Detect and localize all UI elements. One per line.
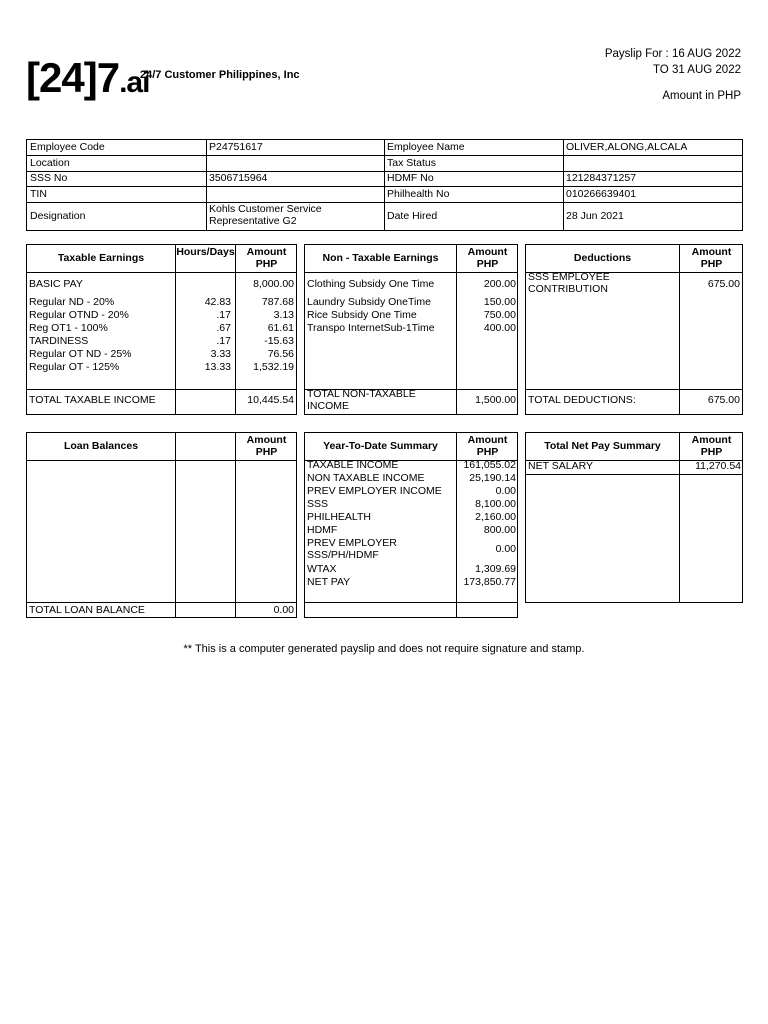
ytd-net-pay-label: NET PAY	[307, 576, 351, 588]
loan-amount-header: Amount PHP	[246, 434, 287, 458]
employee-code-label: Employee Code	[30, 141, 105, 153]
taxable-row: BASIC PAY 8,000.00	[29, 278, 294, 290]
company-name: 24/7 Customer Philippines, Inc	[140, 69, 300, 81]
payslip-footnote: ** This is a computer generated payslip and does not require signature and stamp.	[183, 643, 585, 655]
sss-no-value: 3506715964	[209, 172, 268, 184]
ytd-prev-employer-contrib-label: PREV EMPLOYER SSS/PH/HDMF	[307, 538, 397, 561]
net-salary-label: NET SALARY	[528, 460, 593, 472]
deductions-table	[525, 244, 743, 415]
employee-code-value: P24751617	[209, 141, 263, 153]
ytd-sss-value: 8,100.00	[475, 498, 516, 510]
hours-days-header: Hours/Days	[176, 246, 235, 258]
hdmf-no-label: HDMF No	[387, 172, 434, 184]
total-non-taxable-label: TOTAL NON-TAXABLE INCOME	[307, 389, 416, 412]
logo-suffix: .ai	[119, 66, 150, 99]
employee-info-table	[26, 139, 743, 231]
ytd-non-taxable-value: 25,190.14	[469, 472, 516, 484]
sss-contribution-value: 675.00	[707, 278, 740, 290]
location-label: Location	[30, 157, 70, 169]
total-taxable-income-value: 10,445.54	[247, 394, 294, 406]
taxable-row: Reg OT1 - 100% .67 61.61	[29, 322, 294, 334]
ytd-prev-employer-income-label: PREV EMPLOYER INCOME	[307, 485, 442, 497]
net-pay-summary-table	[525, 432, 743, 603]
designation-value: Kohls Customer Service Representative G2	[209, 204, 322, 227]
taxable-row: Regular OT ND - 25% 3.33 76.56	[29, 348, 294, 360]
ytd-summary-table	[304, 432, 518, 618]
net-pay-amount-header: Amount PHP	[691, 434, 732, 458]
taxable-amount-header: Amount PHP	[246, 246, 287, 270]
ytd-hdmf-label: HDMF	[307, 524, 338, 536]
non-taxable-row: Clothing Subsidy One Time 200.00	[307, 278, 516, 290]
ytd-taxable-income-value: 161,055.02	[463, 459, 516, 471]
total-deductions-value: 675.00	[707, 394, 740, 406]
non-taxable-row: Transpo InternetSub-1Time 400.00	[307, 322, 516, 334]
taxable-row: Regular ND - 20% 42.83 787.68	[29, 296, 294, 308]
ytd-hdmf-value: 800.00	[483, 524, 516, 536]
philhealth-no-value: 010266639401	[566, 188, 637, 200]
tax-status-label: Tax Status	[387, 157, 437, 169]
net-salary-value: 11,270.54	[695, 460, 741, 472]
employee-name-value: OLIVER,ALONG,ALCALA	[566, 141, 688, 153]
non-taxable-earnings-table	[304, 244, 518, 415]
designation-label: Designation	[30, 210, 86, 222]
deductions-amount-header: Amount PHP	[691, 246, 732, 270]
logo-text: [24]7	[26, 54, 120, 101]
taxable-earnings-table	[26, 244, 297, 415]
ytd-sss-label: SSS	[307, 498, 329, 510]
ytd-amount-header: Amount PHP	[467, 434, 508, 458]
payslip-period-from: Payslip For : 16 AUG 2022	[604, 48, 741, 60]
ytd-non-taxable-label: NON TAXABLE INCOME	[307, 472, 425, 484]
ytd-net-pay-value: 173,850.77	[463, 576, 516, 588]
ytd-philhealth-label: PHILHEALTH	[307, 511, 371, 523]
total-loan-balance-label: TOTAL LOAN BALANCE	[29, 604, 145, 616]
ytd-header: Year-To-Date Summary	[323, 440, 438, 452]
taxable-earnings-header: Taxable Earnings	[57, 252, 145, 264]
taxable-row: Regular OTND - 20% .17 3.13	[29, 309, 294, 321]
employee-name-label: Employee Name	[387, 141, 465, 153]
company-logo	[26, 54, 150, 105]
non-taxable-row: Rice Subsidy One Time 750.00	[307, 309, 516, 321]
loan-balances-table	[26, 432, 297, 618]
non-taxable-header: Non - Taxable Earnings	[322, 252, 439, 264]
ytd-wtax-value: 1,309.69	[475, 563, 516, 575]
ytd-wtax-label: WTAX	[307, 563, 337, 575]
sss-no-label: SSS No	[30, 172, 68, 184]
loan-balances-header: Loan Balances	[63, 440, 139, 452]
non-taxable-list	[305, 278, 519, 335]
non-taxable-row: Laundry Subsidy OneTime 150.00	[307, 296, 516, 308]
ytd-philhealth-value: 2,160.00	[475, 511, 516, 523]
currency-note: Amount in PHP	[662, 90, 741, 102]
taxable-row: TARDINESS .17 -15.63	[29, 335, 294, 347]
deductions-header: Deductions	[573, 252, 632, 264]
date-hired-label: Date Hired	[387, 210, 438, 222]
date-hired-value: 28 Jun 2021	[566, 210, 624, 222]
ytd-prev-employer-income-value: 0.00	[495, 485, 516, 497]
payslip-period-to: TO 31 AUG 2022	[652, 64, 741, 76]
philhealth-no-label: Philhealth No	[387, 188, 450, 200]
total-deductions-label: TOTAL DEDUCTIONS:	[528, 394, 636, 406]
total-taxable-income-label: TOTAL TAXABLE INCOME	[29, 394, 156, 406]
total-loan-balance-value: 0.00	[273, 604, 294, 616]
tin-label: TIN	[30, 188, 47, 200]
non-taxable-amount-header: Amount PHP	[467, 246, 508, 270]
hdmf-no-value: 121284371257	[566, 172, 637, 184]
ytd-taxable-income-label: TAXABLE INCOME	[307, 459, 399, 471]
sss-contribution-label: SSS EMPLOYEE CONTRIBUTION	[528, 272, 610, 295]
total-non-taxable-value: 1,500.00	[475, 394, 516, 406]
ytd-prev-employer-contrib-value: 0.00	[495, 543, 516, 555]
net-pay-summary-header: Total Net Pay Summary	[544, 440, 661, 452]
taxable-row: Regular OT - 125% 13.33 1,532.19	[29, 361, 294, 373]
taxable-earnings-list	[27, 278, 298, 374]
